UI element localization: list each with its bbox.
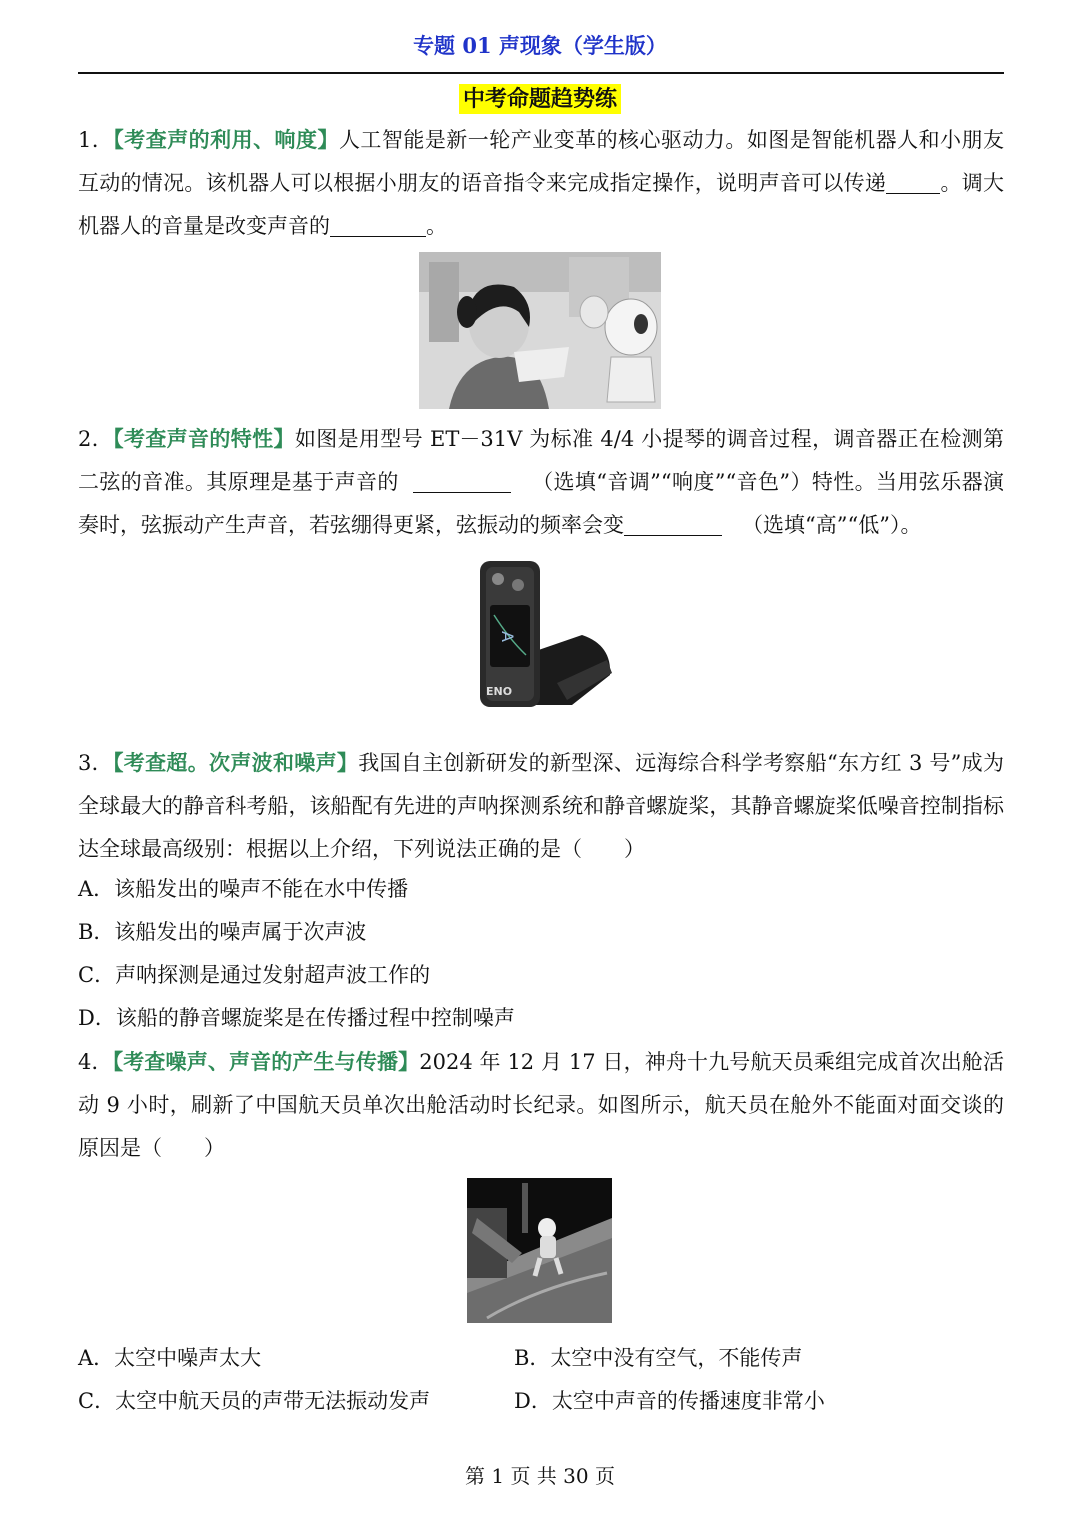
question-3 — [78, 741, 1004, 871]
page-footer-number: 第 1 页 共 30 页 — [465, 1464, 615, 1488]
question-2-text-b: （选填“音调”“响度”“音色”）特性。当用弦乐器演奏时，弦振动产生声音，若弦绷得更紧，弦振动的频率会变 — [78, 470, 1004, 537]
question-2-text-a: 如图是用型号 ET－31V 为标准 4/4 小提琴的调音过程，调音器正在检测第二弦的音准。其原理是基于声音的 — [78, 427, 1004, 494]
question-2-text-c: （选填“高”“低”）。 — [742, 513, 922, 537]
question-1-blank-2[interactable] — [330, 214, 426, 237]
question-2-blank-2[interactable] — [624, 513, 722, 536]
question-4-tag: 【考查噪声、声音的产生与传播】 — [112, 1049, 420, 1074]
astronaut-spacewalk-photo — [467, 1178, 612, 1323]
section-title — [0, 82, 1080, 113]
question-1-number: 1． — [78, 128, 114, 152]
question-2 — [78, 417, 1004, 547]
question-1-blank-1[interactable] — [886, 171, 940, 194]
tuner-brand-text: ENO — [486, 685, 513, 698]
question-1-text-a: 人工智能是新一轮产业变革的核心驱动力。如图是智能机器人和小朋友互动的情况。该机器人可以根据小朋友的语音指令来完成指定操作，说明声音可以传递 — [78, 128, 1004, 195]
clip-tuner-photo — [462, 555, 620, 713]
question-1 — [78, 118, 1004, 248]
question-4 — [78, 1040, 1004, 1170]
question-3-tag: 【考查超。次声波和噪声】 — [112, 750, 359, 775]
section-title-text: 中考命题趋势练 — [459, 84, 621, 114]
question-4-option-b[interactable]: B．太空中没有空气，不能传声 — [514, 1346, 803, 1370]
header-divider — [78, 72, 1004, 74]
question-2-number: 2． — [78, 427, 114, 451]
question-4-option-d[interactable]: D．太空中声音的传播速度非常小 — [514, 1389, 825, 1413]
tuner-screen-text: A — [498, 631, 517, 642]
question-3-option-a[interactable]: A．该船发出的噪声不能在水中传播 — [78, 877, 409, 901]
question-4-option-a[interactable]: A．太空中噪声太大 — [78, 1346, 262, 1370]
question-3-option-c[interactable]: C．声呐探测是通过发射超声波工作的 — [78, 963, 431, 987]
question-4-text: 2024 年 12 月 17 日，神舟十九号航天员乘组完成首次出舱活动 9 小时，刷新了中国航天员单次出舱活动时长纪录。如图所示，航天员在舱外不能面对面交谈的原因是（ ） — [78, 1050, 1004, 1160]
question-2-tag: 【考查声音的特性】 — [113, 426, 295, 451]
question-3-option-b[interactable]: B．该船发出的噪声属于次声波 — [78, 920, 367, 944]
document-header-title: 专题 01 声现象（学生版） — [413, 33, 667, 58]
question-1-tag: 【考查声的利用、响度】 — [113, 127, 339, 152]
question-3-text: 我国自主创新研发的新型深、远海综合科学考察船“东方红 3 号”成为全球最大的静音科考船，该船配有先进的声呐探测系统和静音螺旋桨，其静音螺旋桨低噪音控制指标达全球最高级别：根据以上介绍，下列说法正确的是（ ） — [78, 751, 1004, 861]
question-4-number: 4． — [78, 1050, 113, 1074]
question-4-option-c[interactable]: C．太空中航天员的声带无法振动发声 — [78, 1389, 431, 1413]
question-2-blank-1[interactable] — [413, 470, 511, 493]
question-1-text-b: 。调大机器人的音量是改变声音的 — [78, 171, 1005, 238]
question-1-text-c: 。 — [426, 214, 447, 238]
question-3-number: 3． — [78, 751, 113, 775]
question-3-option-d[interactable]: D．该船的静音螺旋桨是在传播过程中控制噪声 — [78, 1006, 515, 1030]
robot-child-photo — [419, 252, 661, 409]
